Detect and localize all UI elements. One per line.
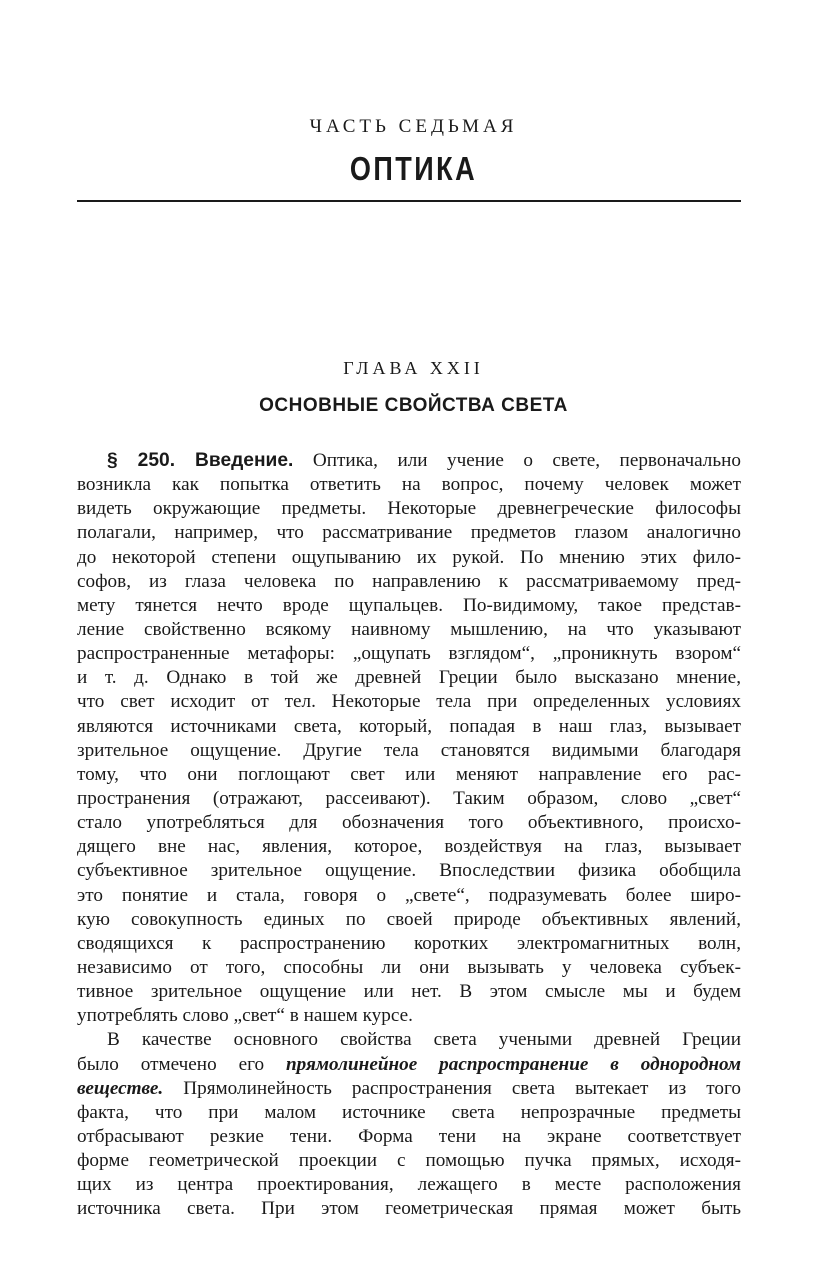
- text-line: и т. д. Однако в той же древней Греции было высказано мнение,: [77, 667, 741, 689]
- text-line: форме геометрической проекции с помощью пучка прямых, исходя-: [77, 1150, 741, 1172]
- text-line: стало употребляться для обозначения того объективного, происхо-: [77, 812, 741, 834]
- text-line: тому, что они поглощают свет или меняют направление его рас-: [77, 763, 741, 785]
- text-line: мету тянется нечто вроде щупальцев. По-видимому, такое представ-: [77, 594, 741, 616]
- text-line: что свет исходит от тел. Некоторые тела при определенных условиях: [77, 691, 741, 713]
- paragraph-2-line-2: [77, 1053, 741, 1077]
- paragraph-1-first-line-text: Оптика, или учение о свете, первоначально: [312, 450, 741, 471]
- paragraph-1-last-line: употреблять слово „свет“ в нашем курсе.: [77, 1005, 413, 1027]
- text-line: независимо от того, способны ли они вызывать у человека субъек-: [77, 956, 741, 978]
- text-line: источника света. При этом геометрическая прямая может быть: [77, 1198, 741, 1220]
- emphasized-phrase: прямолинейное распространение в однородном: [286, 1053, 741, 1075]
- emphasized-phrase-end: веществе.: [77, 1077, 164, 1099]
- text-line: факта, что при малом источнике света непрозрачные предметы: [77, 1101, 741, 1123]
- text-line: тивное зрительное ощущение или нет. В этом смысле мы и будем: [77, 981, 741, 1003]
- text-line: субъективное зрительное ощущение. Впоследствии физика обобщила: [77, 860, 741, 882]
- text-line: пространения (отражают, рассеивают). Таким образом, слово „свет“: [77, 787, 741, 809]
- chapter-title: ОСНОВНЫЕ СВОЙСТВА СВЕТА: [259, 395, 568, 416]
- text-line: дящего вне нас, явления, которое, воздействуя на глаз, вызывает: [77, 836, 741, 858]
- text-line: кую совокупность единых по своей природе объективных явлений,: [77, 908, 741, 930]
- body-text: [77, 449, 741, 1222]
- paragraph-1-lines: [77, 473, 741, 1004]
- paragraph-2-first-line: В качестве основного свойства света учеными древней Греции: [107, 1029, 741, 1051]
- paragraph-2-line-2-text: было отмечено его: [77, 1053, 286, 1075]
- text-line: являются источниками света, который, попадая в наш глаз, вызывает: [77, 715, 741, 737]
- text-line: видеть окружающие предметы. Некоторые древнегреческие философы: [77, 498, 741, 520]
- text-line: до некоторой степени ощупыванию их рукой. По мнению этих фило-: [77, 546, 741, 568]
- part-label: ЧАСТЬ СЕДЬМАЯ: [309, 116, 518, 137]
- text-line: софов, из глаза человека по направлению к рассматриваемому пред-: [77, 570, 741, 592]
- text-line: это понятие и стала, говоря о „свете“, подразумевать более широ-: [77, 884, 741, 906]
- chapter-label: ГЛАВА XXII: [343, 358, 484, 378]
- text-line: ление свойственно всякому наивному мышлению, на что указывают: [77, 618, 741, 640]
- part-title: ОПТИКА: [349, 150, 478, 187]
- section-heading: § 250. Введение.: [107, 450, 294, 471]
- text-line: полагали, например, что рассматривание предметов глазом аналогично: [77, 522, 741, 544]
- text-line: сводящихся к распространению коротких электромагнитных волн,: [77, 932, 741, 954]
- paragraph-1-first-line: [77, 449, 741, 473]
- paragraph-2-line-3-text: Прямолинейность распространения света вытекает из того: [163, 1077, 741, 1099]
- text-line: отбрасывают резкие тени. Форма тени на экране соответствует: [77, 1125, 741, 1147]
- text-line: распространенные метафоры: „ощупать взглядом“, „проникнуть взором“: [77, 643, 741, 665]
- paragraph-2-line-3: [77, 1077, 741, 1101]
- text-line: щих из центра проектирования, лежащего в месте расположения: [77, 1174, 741, 1196]
- text-line: зрительное ощущение. Другие тела становятся видимыми благодаря: [77, 739, 741, 761]
- paragraph-2-lines: [77, 1101, 741, 1222]
- text-line: возникла как попытка ответить на вопрос, почему человек может: [77, 474, 741, 496]
- divider-rule: [77, 200, 741, 202]
